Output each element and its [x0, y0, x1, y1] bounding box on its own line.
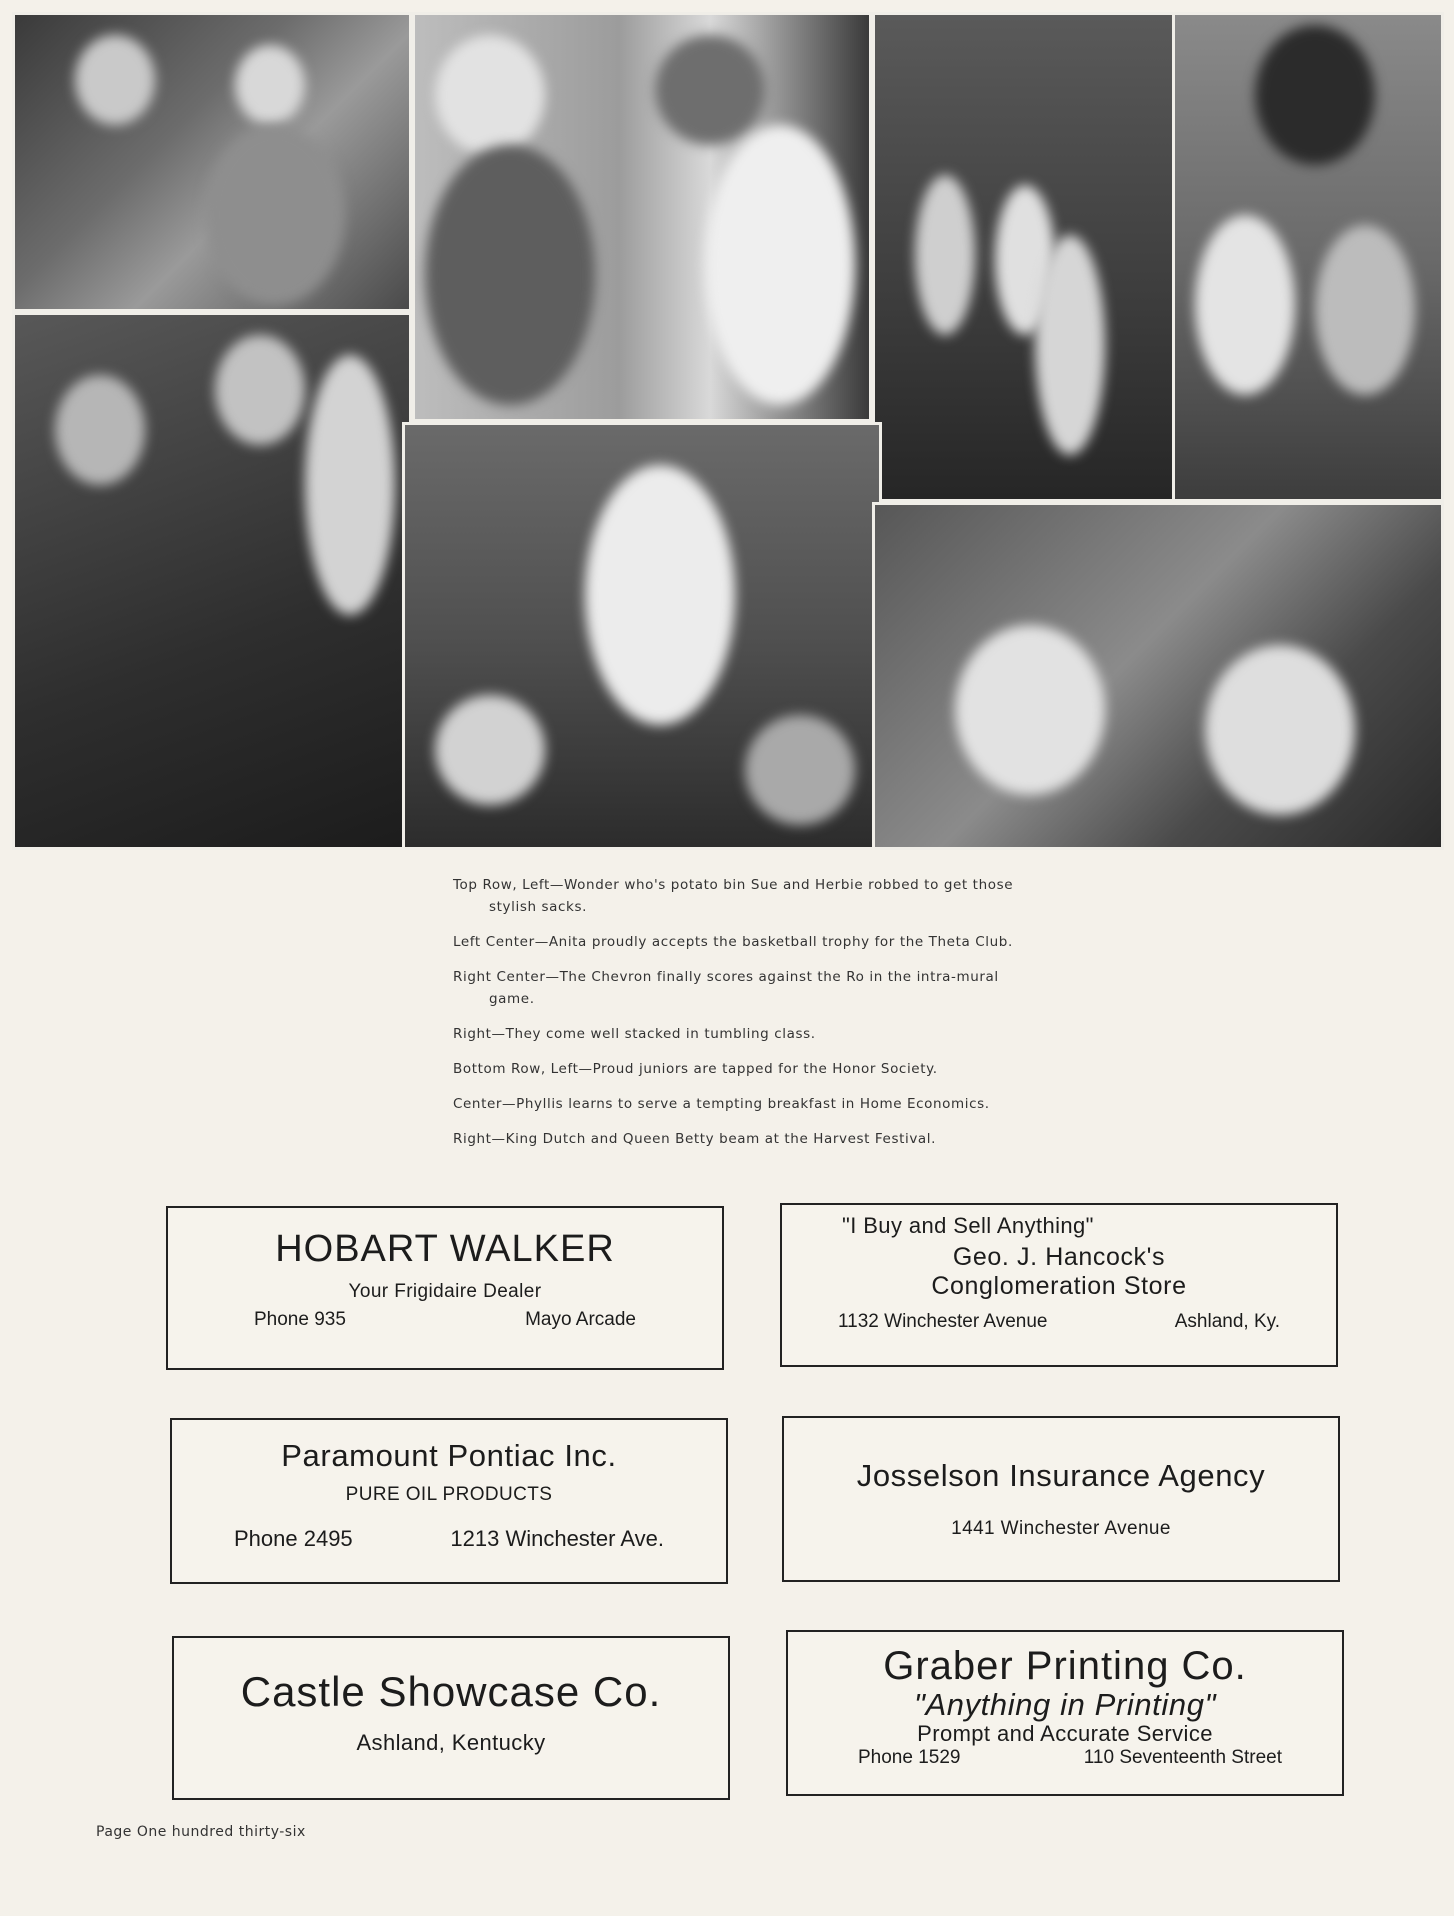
- ad-paramount-phone: Phone 2495: [234, 1526, 353, 1551]
- ad-graber-slogan: "Anything in Printing": [913, 1687, 1217, 1722]
- ad-hobart-phone: Phone 935: [254, 1309, 346, 1330]
- ad-paramount-pontiac: [170, 1418, 728, 1584]
- ad-castle-showcase: [172, 1636, 730, 1800]
- ad-graber-service: Prompt and Accurate Service: [917, 1721, 1213, 1746]
- photo-right-tumbling: [1172, 12, 1444, 502]
- caption-center: Center—Phyllis learns to serve a tempting breakfast in Home Economics.: [453, 1096, 990, 1112]
- ad-hancock-name-line1: Geo. J. Hancock's: [952, 1243, 1166, 1271]
- photo-collage: [12, 12, 1444, 850]
- ad-hancock-address: 1132 Winchester Avenue: [838, 1311, 1048, 1332]
- ad-paramount-name: Paramount Pontiac Inc.: [281, 1438, 617, 1473]
- page-number: Page One hundred thirty-six: [96, 1824, 306, 1840]
- photo-right-harvest-festival: [872, 502, 1444, 850]
- caption-left-center: Left Center—Anita proudly accepts the basketball trophy for the Theta Club.: [453, 934, 1013, 950]
- ad-josselson-name: Josselson Insurance Agency: [856, 1458, 1266, 1493]
- ad-graber-name: Graber Printing Co.: [883, 1644, 1247, 1688]
- ad-paramount-address: 1213 Winchester Ave.: [450, 1526, 664, 1551]
- ad-graber-printing: [786, 1630, 1344, 1796]
- ad-hancock-slogan: "I Buy and Sell Anything": [842, 1213, 1094, 1238]
- photo-bottom-left-honor-society: [12, 312, 412, 850]
- ad-castle-name: Castle Showcase Co.: [240, 1668, 662, 1715]
- photo-center-home-economics: [402, 422, 882, 850]
- ad-hobart-tagline: Your Frigidaire Dealer: [348, 1281, 542, 1302]
- ad-castle-city: Ashland, Kentucky: [356, 1730, 546, 1755]
- ad-graber-phone: Phone 1529: [858, 1747, 961, 1768]
- ad-hancock-name-line2: Conglomeration Store: [931, 1272, 1187, 1300]
- ad-hobart-location: Mayo Arcade: [525, 1309, 636, 1330]
- photo-captions: [453, 874, 1043, 1163]
- ad-hobart-name: HOBART WALKER: [275, 1228, 615, 1270]
- caption-right-center: Right Center—The Chevron finally scores against the Ro in the intra-mural game.: [453, 969, 999, 1007]
- ad-graber-address: 110 Seventeenth Street: [1083, 1747, 1282, 1768]
- photo-top-left-dance: [12, 12, 412, 312]
- ad-hancock-city: Ashland, Ky.: [1174, 1311, 1280, 1332]
- ad-josselson-address: 1441 Winchester Avenue: [951, 1518, 1171, 1539]
- caption-top-row-left: Top Row, Left—Wonder who's potato bin Sue and Herbie robbed to get those stylish sacks.: [453, 877, 1014, 915]
- ad-paramount-products: PURE OIL PRODUCTS: [345, 1484, 553, 1505]
- ad-hancock-conglomeration: [780, 1203, 1338, 1367]
- ad-hobart-walker: [166, 1206, 724, 1370]
- caption-bottom-right: Right—King Dutch and Queen Betty beam at the Harvest Festival.: [453, 1131, 937, 1147]
- photo-right-center-basketball: [872, 12, 1182, 502]
- photo-left-center-trophy: [412, 12, 872, 422]
- caption-right: Right—They come well stacked in tumbling class.: [453, 1026, 816, 1042]
- ad-josselson-insurance: [782, 1416, 1340, 1582]
- caption-bottom-row-left: Bottom Row, Left—Proud juniors are tapped for the Honor Society.: [453, 1061, 938, 1077]
